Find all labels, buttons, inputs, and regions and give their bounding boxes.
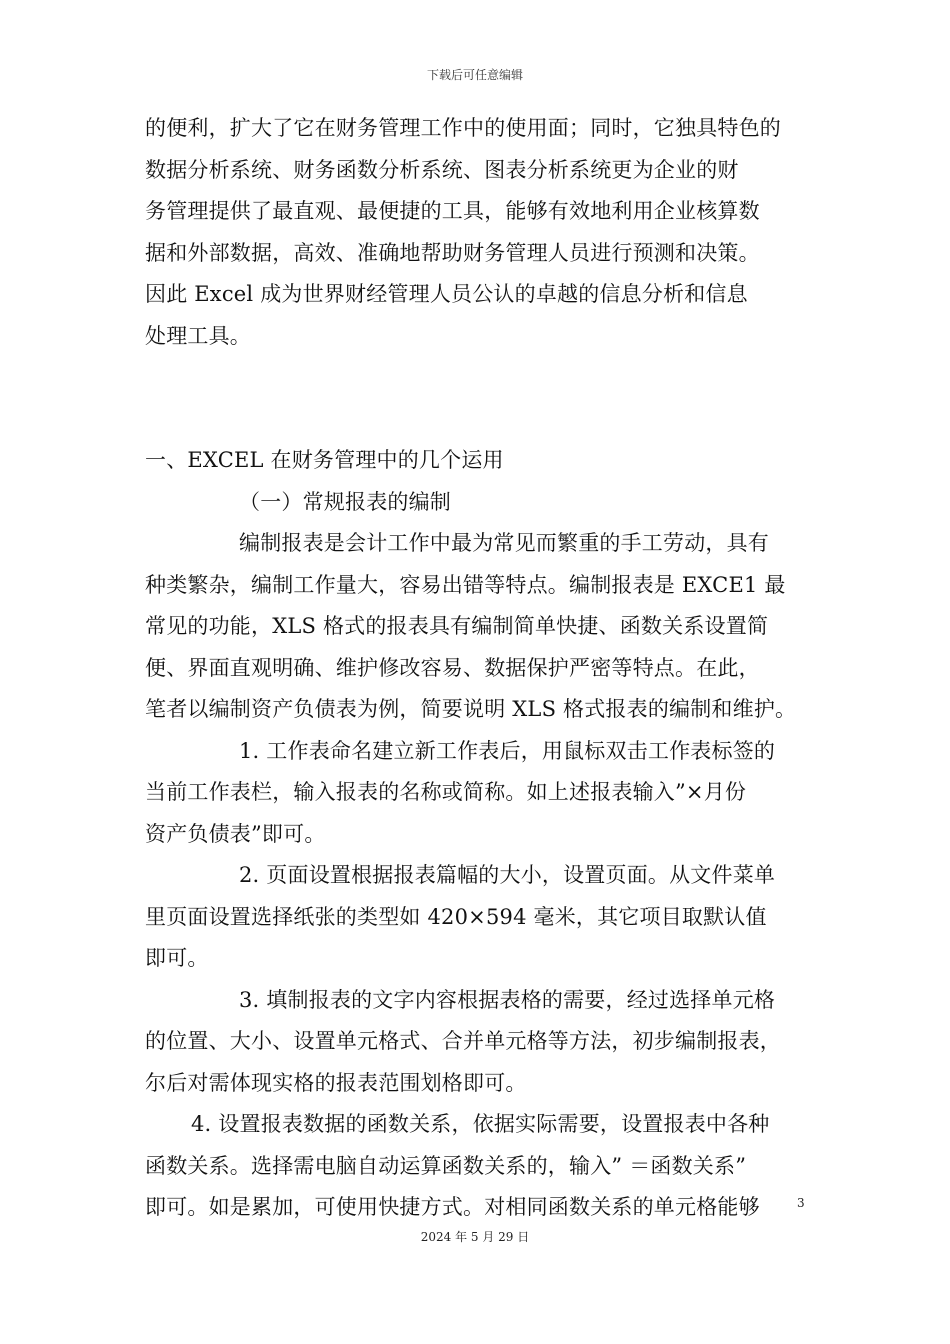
document-body xyxy=(145,108,820,1229)
text-line: 务管理提供了最直观、最便捷的工具，能够有效地利用企业核算数 xyxy=(145,199,760,223)
text-line: 即可。 xyxy=(145,946,209,970)
text-line: 笔者以编制资产负债表为例，简要说明 XLS 格式报表的编制和维护。 xyxy=(145,697,797,721)
subheading: （一）常规报表的编制 xyxy=(239,489,451,514)
text-line: 资产负债表”即可。 xyxy=(145,821,326,846)
text-line: 数据分析系统、财务函数分析系统、图表分析系统更为企业的财 xyxy=(145,157,739,182)
page-header: 下载后可任意编辑 xyxy=(426,68,523,82)
section-heading: 一、EXCEL 在财务管理中的几个运用 xyxy=(145,448,504,472)
text-line: 4. 设置报表数据的函数关系，依据实际需要，设置报表中各种 xyxy=(191,1112,770,1136)
paragraph-step-4 xyxy=(145,1104,820,1229)
text-line: 2. 页面设置根据报表篇幅的大小，设置页面。从文件菜单 xyxy=(239,863,776,887)
text-line: 种类繁杂，编制工作量大，容易出错等特点。编制报表是 EXCE1 最 xyxy=(145,572,786,597)
text-line: 3. 填制报表的文字内容根据表格的需要，经过选择单元格 xyxy=(239,987,776,1012)
paragraph-step-1 xyxy=(145,731,820,856)
paragraph-intro-continuation xyxy=(145,108,820,357)
text-line: 的位置、大小、设置单元格式、合并单元格等方法，初步编制报表， xyxy=(145,1029,781,1053)
text-line: 编制报表是会计工作中最为常见而繁重的手工劳动，具有 xyxy=(239,531,769,555)
paragraph-step-2 xyxy=(145,855,820,980)
text-line: 的便利，扩大了它在财务管理工作中的使用面；同时，它独具特色的 xyxy=(145,116,781,140)
text-line: 常见的功能，XLS 格式的报表具有编制简单快捷、函数关系设置简 xyxy=(145,614,769,638)
text-line: 即可。如是累加，可使用快捷方式。对相同函数关系的单元格能够 xyxy=(145,1195,760,1219)
text-line: 函数关系。选择需电脑自动运算函数关系的，输入” ＝函数关系” xyxy=(145,1153,747,1178)
text-line: 当前工作表栏，输入报表的名称或简称。如上述报表输入”×月份 xyxy=(145,780,747,804)
text-line: 处理工具。 xyxy=(145,323,251,348)
text-line: 因此 Excel 成为世界财经管理人员公认的卓越的信息分析和信息 xyxy=(145,282,748,306)
text-line: 据和外部数据，高效、准确地帮助财务管理人员进行预测和决策。 xyxy=(145,240,760,265)
page-footer-date: 2024 年 5 月 29 日 xyxy=(420,1230,530,1244)
text-line: 便、界面直观明确、维护修改容易、数据保护严密等特点。在此， xyxy=(145,655,760,680)
paragraph-report-intro xyxy=(145,523,820,731)
page-number: 3 xyxy=(797,1196,805,1210)
paragraph-step-3 xyxy=(145,980,820,1105)
text-line: 里页面设置选择纸张的类型如 420×594 毫米，其它项目取默认值 xyxy=(145,904,767,929)
text-line: 1. 工作表命名建立新工作表后，用鼠标双击工作表标签的 xyxy=(239,738,776,763)
spacer xyxy=(145,357,820,440)
text-line: 尔后对需体现实格的报表范围划格即可。 xyxy=(145,1070,527,1095)
